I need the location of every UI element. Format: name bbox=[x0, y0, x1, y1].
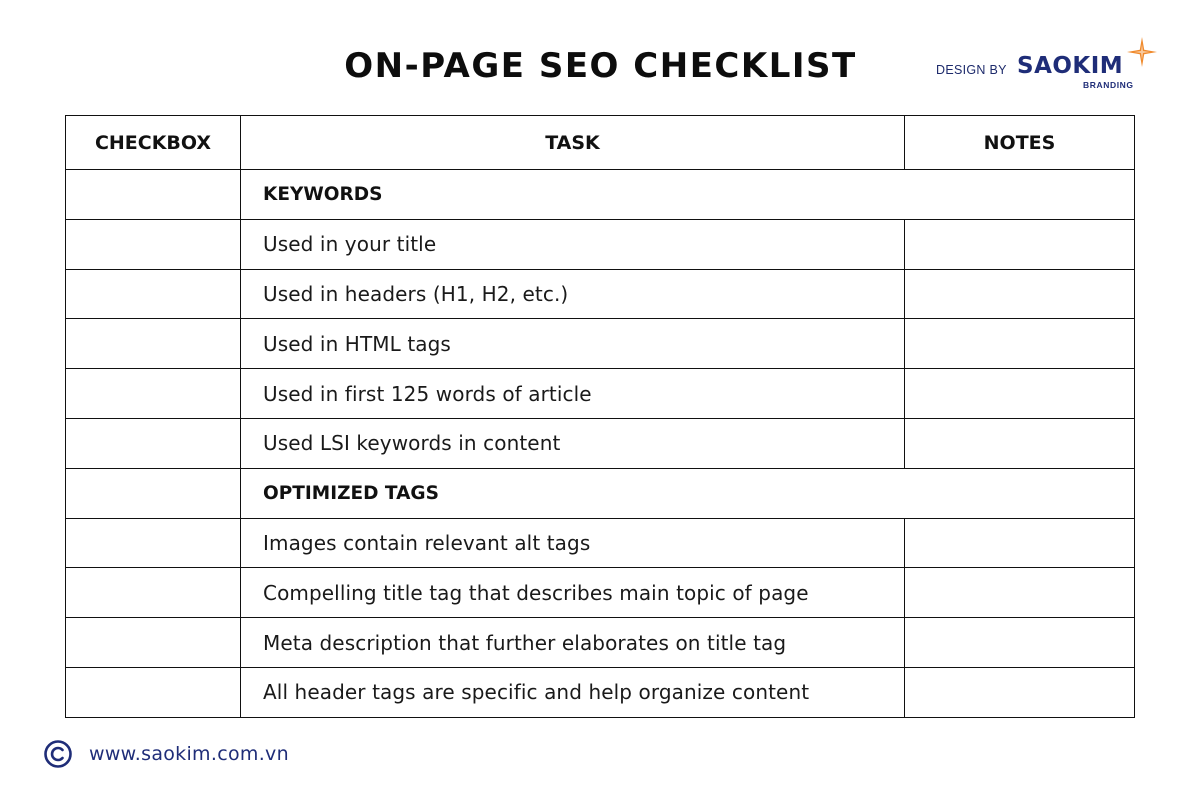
header-row bbox=[66, 116, 1135, 170]
section-row-optimized-tags bbox=[66, 468, 1135, 518]
checkbox-cell[interactable] bbox=[66, 269, 241, 319]
table-row bbox=[66, 319, 1135, 369]
table-row bbox=[66, 518, 1135, 568]
table-row bbox=[66, 369, 1135, 419]
footer bbox=[43, 738, 289, 770]
brand-wordmark: SAOKIM bbox=[1017, 53, 1124, 79]
notes-cell[interactable] bbox=[905, 269, 1135, 319]
seo-checklist-table bbox=[65, 115, 1135, 718]
table-row bbox=[66, 418, 1135, 468]
checkbox-cell[interactable] bbox=[66, 418, 241, 468]
task-cell: All header tags are specific and help organize content bbox=[241, 667, 905, 717]
section-heading: OPTIMIZED TAGS bbox=[241, 468, 1135, 518]
notes-cell[interactable] bbox=[905, 369, 1135, 419]
notes-cell[interactable] bbox=[905, 618, 1135, 668]
section-heading: KEYWORDS bbox=[241, 170, 1135, 220]
notes-cell[interactable] bbox=[905, 418, 1135, 468]
notes-cell[interactable] bbox=[905, 219, 1135, 269]
website-link[interactable]: www.saokim.com.vn bbox=[89, 743, 289, 765]
task-cell: Used LSI keywords in content bbox=[241, 418, 905, 468]
brand-subtitle: BRANDING bbox=[1083, 80, 1134, 90]
sparkle-star-icon bbox=[1126, 36, 1158, 68]
task-cell: Used in headers (H1, H2, etc.) bbox=[241, 269, 905, 319]
notes-cell[interactable] bbox=[905, 319, 1135, 369]
checkbox-cell[interactable] bbox=[66, 468, 241, 518]
task-column-header: TASK bbox=[241, 116, 905, 170]
copyright-icon bbox=[43, 739, 73, 769]
page-title: ON-PAGE SEO CHECKLIST bbox=[344, 46, 857, 86]
checkbox-cell[interactable] bbox=[66, 170, 241, 220]
task-cell: Images contain relevant alt tags bbox=[241, 518, 905, 568]
brand-logo bbox=[936, 48, 1166, 98]
table-row bbox=[66, 568, 1135, 618]
checkbox-cell[interactable] bbox=[66, 518, 241, 568]
checkbox-cell[interactable] bbox=[66, 369, 241, 419]
checkbox-cell[interactable] bbox=[66, 219, 241, 269]
notes-cell[interactable] bbox=[905, 518, 1135, 568]
notes-cell[interactable] bbox=[905, 667, 1135, 717]
checkbox-column-header: CHECKBOX bbox=[66, 116, 241, 170]
task-cell: Compelling title tag that describes main topic of page bbox=[241, 568, 905, 618]
checkbox-cell[interactable] bbox=[66, 618, 241, 668]
checkbox-cell[interactable] bbox=[66, 568, 241, 618]
checkbox-cell[interactable] bbox=[66, 319, 241, 369]
task-cell: Used in HTML tags bbox=[241, 319, 905, 369]
table-row bbox=[66, 219, 1135, 269]
table-row bbox=[66, 667, 1135, 717]
notes-cell[interactable] bbox=[905, 568, 1135, 618]
table-row bbox=[66, 618, 1135, 668]
section-row-keywords bbox=[66, 170, 1135, 220]
design-by-label: DESIGN BY bbox=[936, 63, 1007, 77]
table-row bbox=[66, 269, 1135, 319]
checkbox-cell[interactable] bbox=[66, 667, 241, 717]
notes-column-header: NOTES bbox=[905, 116, 1135, 170]
task-cell: Used in first 125 words of article bbox=[241, 369, 905, 419]
task-cell: Meta description that further elaborates on title tag bbox=[241, 618, 905, 668]
task-cell: Used in your title bbox=[241, 219, 905, 269]
